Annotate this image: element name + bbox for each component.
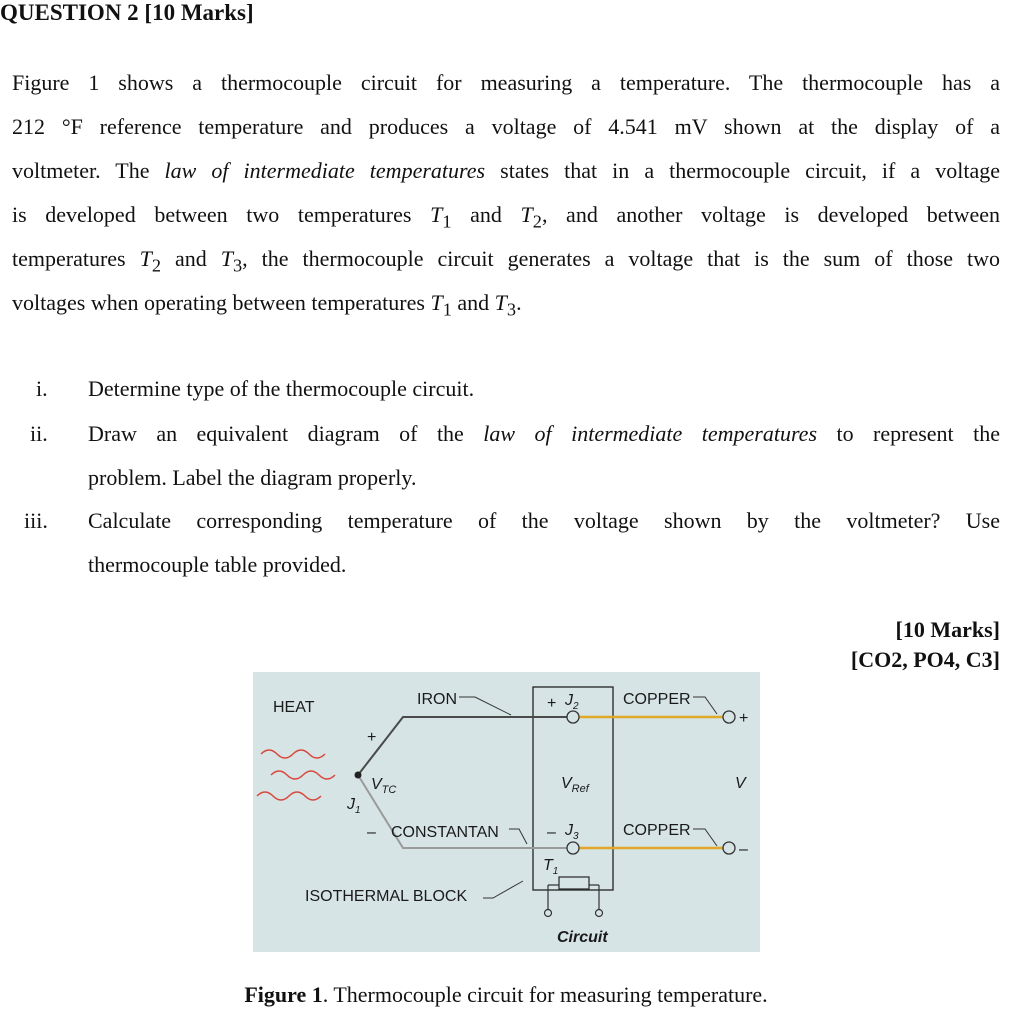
sensor-lead-terminal xyxy=(545,910,552,917)
circuit-label: Circuit xyxy=(557,929,608,946)
sensor-lead-terminal xyxy=(596,910,603,917)
paragraph-line: Figure 1 shows a thermocouple circuit for measuring a temperature. The thermocouple has a xyxy=(12,70,1000,95)
task-text: thermocouple table provided. xyxy=(88,552,347,577)
junction-j2 xyxy=(567,711,579,723)
terminal-negative xyxy=(723,842,735,854)
t1-label: $T_1$ xyxy=(543,857,559,877)
j3-label: $J_3$ xyxy=(565,822,579,842)
voltage-label: V xyxy=(735,775,746,792)
j1-label: $J_1$ xyxy=(347,796,361,816)
vtc-label: $V_{TC}$ xyxy=(371,776,397,796)
paragraph-line: voltages when operating between temperatures $T_1$ and $T_3$. xyxy=(12,290,522,320)
isothermal-block-label: ISOTHERMAL BLOCK xyxy=(305,888,468,905)
diagram-background xyxy=(253,672,760,952)
law-term: law of intermediate temperatures xyxy=(164,158,486,183)
output-plus-sign: + xyxy=(739,710,749,727)
j2-plus-sign: + xyxy=(547,695,557,712)
marks-outcomes: [CO2, PO4, C3] xyxy=(850,647,1000,672)
paragraph-line: voltmeter. The law of intermediate temperatures states that in a thermocouple circuit, if a voltage xyxy=(12,158,1000,183)
constantan-label: CONSTANTAN xyxy=(391,824,499,841)
junction-j1 xyxy=(355,772,362,779)
paragraph-line: 212 °F reference temperature and produces a voltage of 4.541 mV shown at the display of a xyxy=(12,114,1000,139)
vref-label: $V_{Ref}$ xyxy=(561,775,589,795)
task-text: Draw an equivalent diagram of the law of intermediate temperatures to represent the xyxy=(88,421,1000,446)
task-number: ii. xyxy=(30,421,48,446)
task-text: problem. Label the diagram properly. xyxy=(88,465,417,490)
copper-top-label: COPPER xyxy=(623,691,691,708)
task-text: Determine type of the thermocouple circuit. xyxy=(88,376,475,401)
iron-label: IRON xyxy=(417,691,457,708)
figure-caption: Figure 1. Thermocouple circuit for measuring temperature. xyxy=(244,982,768,1007)
j3-minus-sign: – xyxy=(547,824,556,841)
marks-total: [10 Marks] xyxy=(895,617,1000,642)
copper-bottom-label: COPPER xyxy=(623,822,691,839)
thermocouple-circuit-diagram xyxy=(253,672,760,952)
vtc-minus-sign: – xyxy=(367,824,376,841)
heat-label: HEAT xyxy=(273,699,315,716)
terminal-positive xyxy=(723,711,735,723)
j2-label: $J_2$ xyxy=(565,692,579,712)
task-number: iii. xyxy=(24,508,48,533)
task-number: i. xyxy=(36,376,48,401)
sensor-t1 xyxy=(559,877,589,889)
paragraph-line: temperatures $T_2$ and $T_3$, the thermocouple circuit generates a voltage that is the sum of those two xyxy=(12,246,1000,276)
vtc-plus-sign: + xyxy=(367,729,377,746)
paragraph-line: is developed between two temperatures $T_1$ and $T_2$, and another voltage is developed between xyxy=(12,202,1001,232)
question-heading: QUESTION 2 [10 Marks] xyxy=(0,0,254,25)
junction-j3 xyxy=(567,842,579,854)
task-text: Calculate corresponding temperature of the voltage shown by the voltmeter? Use xyxy=(88,508,1000,533)
output-minus-sign: – xyxy=(739,841,748,858)
